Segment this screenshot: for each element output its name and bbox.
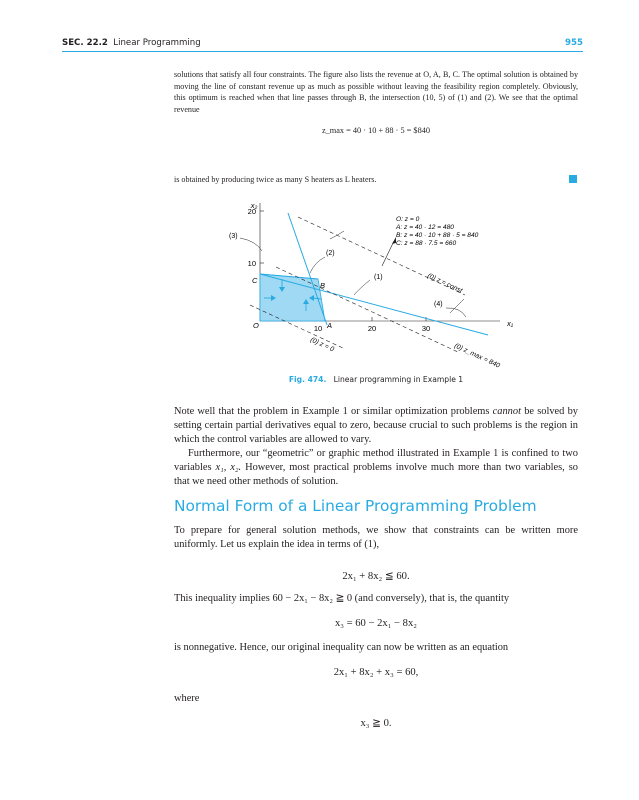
tick-label-x-20: 20 [367,324,377,333]
body-p1-emph: cannot [492,406,521,417]
body-paragraph-1 [174,405,578,448]
arrow-small-right [450,299,464,313]
tick-label-x-30: 30 [421,324,431,333]
body-p1-b: be solved by setting certain partial derivatives equal to zero, because crucial to such problems is the region in which the control variables are allowed to vary. [174,406,578,446]
normal-form-paragraph-1: To prepare for general solution methods, we show that constraints can be written more uniformly. Let us explain the idea in terms of (1), [174,525,578,551]
equation-4: x₃ ≧ 0. [360,718,392,729]
running-header [62,38,583,52]
axis-label-x1: x₁ [506,319,514,328]
line-label-zconst: (0) z = const [426,272,464,295]
constraint-label-1: (1) [374,274,383,281]
point-label-b: B [320,281,326,290]
body-paragraph-2 [174,447,578,490]
np2-b: (and conversely), that is, the quantity [354,593,510,604]
revenue-item-b: B: z = 40 · 10 + 88 · 5 = 840 [396,232,479,239]
np2-a: This inequality implies [174,593,270,604]
body-p1-a: Note well that the problem in Example 1 or similar optimization problems [174,406,490,417]
section-heading: Normal Form of a Linear Programming Problem [174,497,537,515]
line-label-zmax: (0) z_max = 840 [453,342,501,370]
tick-label-x-10: 10 [313,324,323,333]
equation-2: x₃ = 60 − 2x₁ − 8x₂ [335,618,417,629]
leader-4 [446,308,466,317]
end-of-example-marker [569,175,577,183]
section-number: SEC. 22.2 [62,38,108,48]
where-text: where [174,693,200,704]
point-label-o: O [253,321,259,330]
header-rule [62,51,583,52]
line-label-z0: (0) z = 0 [309,336,335,354]
example-paragraph-2: is obtained by producing twice as many S heaters as L heaters. [174,175,377,184]
figure-474 [220,195,520,373]
np2-expr: 60 − 2x₁ − 8x₂ ≧ 0 [272,593,353,604]
revenue-item-c: C: z = 88 · 7.5 = 660 [396,240,457,247]
header-section [62,38,201,48]
caption-text: Linear programming in Example 1 [333,375,464,384]
body-p2-b: However, most practical problems involve much more than two variables, so that we need other methods of solution. [174,462,578,488]
figure-caption [174,375,578,384]
section-title: Linear Programming [113,38,201,48]
equation-zmax: z_max = 40 · 10 + 88 · 5 = $840 [321,126,431,135]
tick-label-y-10: 10 [247,259,256,268]
page-number: 955 [565,38,583,48]
arrow-small-left [330,231,344,239]
point-label-a: A [327,321,333,330]
tick-label-y-20: 20 [247,207,256,216]
constraint-label-2: (2) [326,250,335,257]
axis-label-x2: x₂ [250,201,258,210]
body-p2-a: Furthermore, our “geometric” or graphic method illustrated in Example 1 is confined to two variables [174,448,578,474]
body-p2-vars: x₁, x₂. [215,462,242,474]
leader-1 [354,280,370,295]
arrow-direction [382,241,394,266]
leader-2 [310,257,325,273]
equation-3: 2x₁ + 8x₂ + x₃ = 60, [333,667,419,678]
revenue-item-a: A: z = 40 · 12 = 480 [396,224,454,231]
caption-label: Fig. 474. [288,375,327,384]
leader-3 [240,238,262,251]
constraint-label-4: (4) [434,301,443,308]
constraint-label-3: (3) [229,233,238,240]
normal-form-paragraph-2 [174,592,578,606]
revenue-item-o: O: z = 0 [396,216,420,223]
example-paragraph-1: solutions that satisfy all four constraints. The figure also lists the revenue at O, A, B, C. The optimal solution is obtained by moving the line of constant revenue up as much as possible without leaving the feasibility region completely. Obviously, this optimum is reached when that line passes through B, the intersection (10, 5) of (1) and (2). We see that the optimal revenue [174,70,578,114]
point-label-c: C [252,276,258,285]
normal-form-paragraph-3: is nonnegative. Hence, our original inequality can now be written as an equation [174,642,509,653]
equation-1: 2x₁ + 8x₂ ≦ 60. [342,571,410,582]
